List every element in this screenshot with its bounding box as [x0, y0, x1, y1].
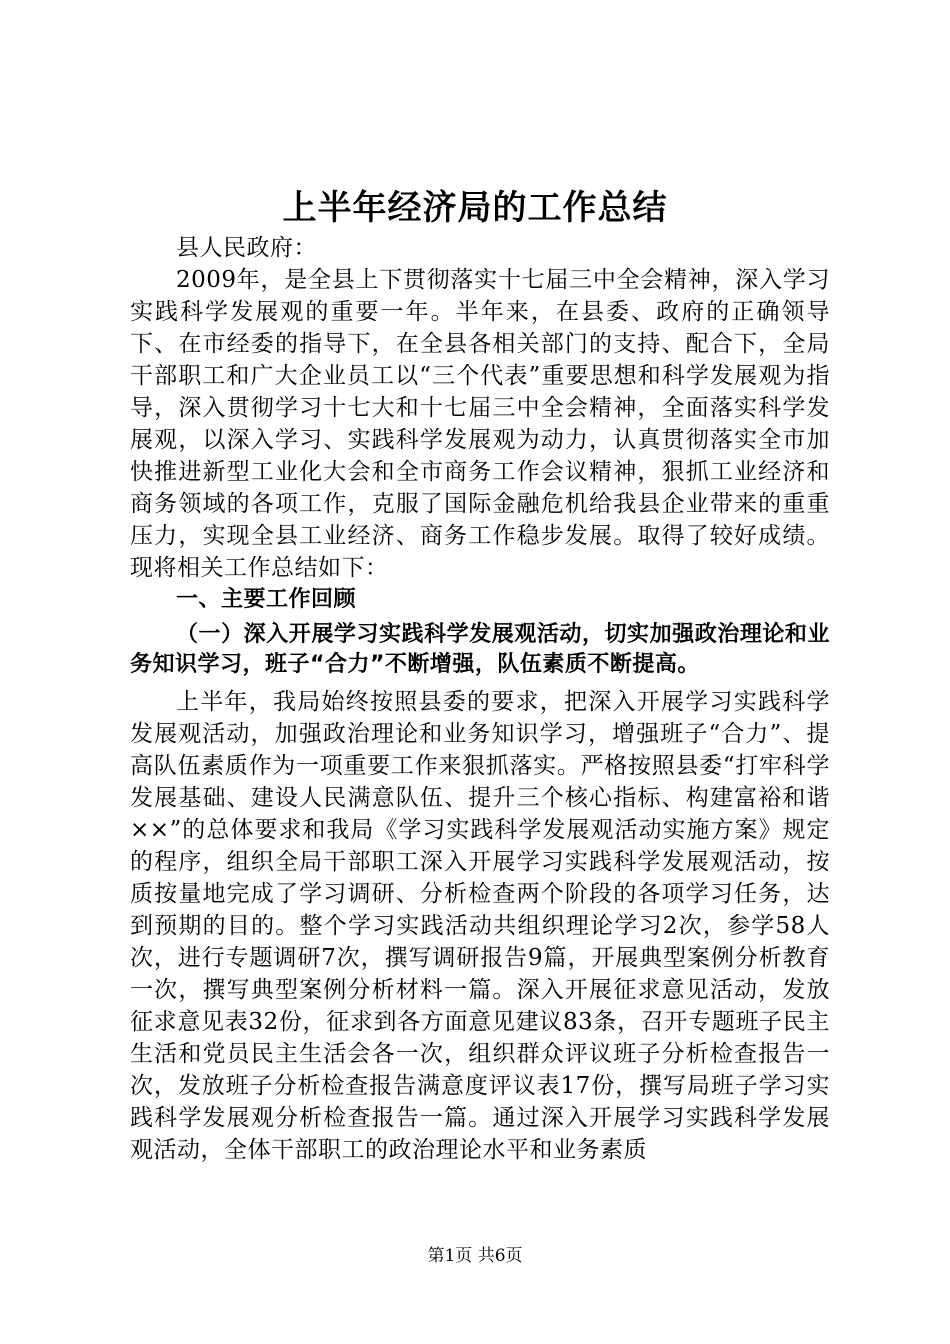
intro-paragraph: 2009年，是全县上下贯彻落实十七届三中全会精神，深入学习实践科学发展观的重要一年。半年来，在县委、政府的正确领导下、在市经委的指导下，在全县各相关部门的支持、配合下，全局干部职工和广大企业员工以“三个代表”重要思想和科学发展观为指导，深入贯彻学习十七大和十七届三中全会精神，全面落实科学发展观，以深入学习、实践科学发展观为动力，认真贯彻落实全市加快推进新型工业化大会和全市商务工作会议精神，狠抓工业经济和商务领域的各项工作，克服了国际金融危机给我县企业带来的重重压力，实现全县工业经济、商务工作稳步发展。取得了较好成绩。现将相关工作总结如下： [130, 267, 830, 581]
page-footer: 第1页 共6页 [427, 1246, 523, 1266]
subsection-paragraph: 上半年，我局始终按照县委的要求，把深入开展学习实践科学发展观活动，加强政治理论和业务知识学习，增强班子“合力”、提高队伍素质作为一项重要工作来狠抓落实。严格按照县委“打牢科学发展基础、建设人民满意队伍、提升三个核心指标、构建富裕和谐××”的总体要求和我局《学习实践科学发展观活动实施方案》规定的程序，组织全局干部职工深入开展学习实践科学发展观活动，按质按量地完成了学习调研、分析检查两个阶段的各项学习任务，达到预期的目的。整个学习实践活动共组织理论学习2次，参学58人次，进行专题调研7次，撰写调研报告9篇，开展典型案例分析教育一次，撰写典型案例分析材料一篇。深入开展征求意见活动，发放征求意见表32份，征求到各方面意见建议83条，召开专题班子民主生活和党员民主生活会各一次，组织群众评议班子分析检查报告一次，发放班子分析检查报告满意度评议表17份，撰写局班子学习实践科学发展观分析检查报告一篇。通过深入开展学习实践科学发展观活动，全体干部职工的政治理论水平和业务素质 [130, 689, 830, 1163]
subsection-heading: （一）深入开展学习实践科学发展观活动，切实加强政治理论和业务知识学习，班子“合力”不断增强，队伍素质不断提高。 [130, 622, 830, 677]
document-title: 上半年经济局的工作总结 [282, 188, 668, 228]
document-body [130, 232, 830, 1166]
section-heading: 一、主要工作回顾 [176, 587, 357, 612]
salutation: 县人民政府： [176, 235, 317, 261]
